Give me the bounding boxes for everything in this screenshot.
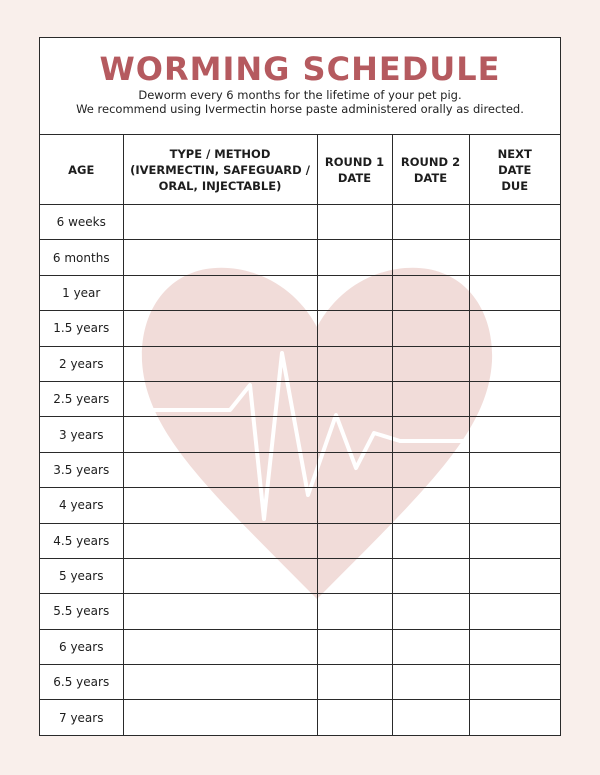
round-2-date-cell[interactable] — [392, 311, 469, 346]
type-method-cell[interactable] — [123, 240, 317, 275]
round-2-date-cell[interactable] — [392, 488, 469, 523]
round-2-date-cell[interactable] — [392, 346, 469, 381]
table-row — [40, 381, 560, 416]
round-2-date-cell[interactable] — [392, 629, 469, 664]
age-cell: 3 years — [40, 417, 123, 452]
round-2-date-cell[interactable] — [392, 558, 469, 593]
type-method-cell[interactable] — [123, 381, 317, 416]
age-cell: 3.5 years — [40, 452, 123, 487]
round-1-date-cell[interactable] — [317, 700, 392, 735]
age-cell: 2.5 years — [40, 381, 123, 416]
column-header-round-1-date: ROUND 1 DATE — [317, 135, 392, 205]
next-date-due-cell[interactable] — [469, 665, 560, 700]
next-date-due-cell[interactable] — [469, 523, 560, 558]
round-1-date-cell[interactable] — [317, 523, 392, 558]
next-date-due-cell[interactable] — [469, 417, 560, 452]
age-cell: 4 years — [40, 488, 123, 523]
round-2-date-cell[interactable] — [392, 665, 469, 700]
next-date-due-cell[interactable] — [469, 346, 560, 381]
next-date-due-cell[interactable] — [469, 629, 560, 664]
age-cell: 1.5 years — [40, 311, 123, 346]
table-row — [40, 523, 560, 558]
type-method-cell[interactable] — [123, 700, 317, 735]
subtitle-line-2: We recommend using Ivermectin horse paste administered orally as directed. — [76, 102, 524, 116]
table-row — [40, 488, 560, 523]
type-method-cell[interactable] — [123, 346, 317, 381]
round-1-date-cell[interactable] — [317, 381, 392, 416]
table-row — [40, 240, 560, 275]
next-date-due-cell[interactable] — [469, 558, 560, 593]
next-date-due-cell[interactable] — [469, 488, 560, 523]
schedule-grid — [40, 135, 560, 735]
next-date-due-cell[interactable] — [469, 594, 560, 629]
round-1-date-cell[interactable] — [317, 417, 392, 452]
type-method-cell[interactable] — [123, 488, 317, 523]
age-cell: 6.5 years — [40, 665, 123, 700]
table-row — [40, 311, 560, 346]
next-date-due-cell[interactable] — [469, 311, 560, 346]
age-cell: 7 years — [40, 700, 123, 735]
round-1-date-cell[interactable] — [317, 629, 392, 664]
table-row — [40, 275, 560, 310]
age-cell: 2 years — [40, 346, 123, 381]
worming-schedule-sheet — [39, 37, 561, 736]
next-date-due-cell[interactable] — [469, 381, 560, 416]
table-row — [40, 452, 560, 487]
round-2-date-cell[interactable] — [392, 700, 469, 735]
round-1-date-cell[interactable] — [317, 346, 392, 381]
round-1-date-cell[interactable] — [317, 311, 392, 346]
round-2-date-cell[interactable] — [392, 240, 469, 275]
round-1-date-cell[interactable] — [317, 240, 392, 275]
header — [40, 38, 560, 135]
table-row — [40, 594, 560, 629]
round-1-date-cell[interactable] — [317, 558, 392, 593]
round-2-date-cell[interactable] — [392, 275, 469, 310]
age-cell: 5.5 years — [40, 594, 123, 629]
type-method-cell[interactable] — [123, 558, 317, 593]
round-1-date-cell[interactable] — [317, 665, 392, 700]
round-2-date-cell[interactable] — [392, 594, 469, 629]
column-header-age: AGE — [40, 135, 123, 205]
age-cell: 4.5 years — [40, 523, 123, 558]
type-method-cell[interactable] — [123, 452, 317, 487]
round-2-date-cell[interactable] — [392, 417, 469, 452]
table-row — [40, 417, 560, 452]
column-header-next-date-due: NEXT DATE DUE — [469, 135, 560, 205]
round-2-date-cell[interactable] — [392, 523, 469, 558]
next-date-due-cell[interactable] — [469, 275, 560, 310]
round-1-date-cell[interactable] — [317, 594, 392, 629]
age-cell: 1 year — [40, 275, 123, 310]
age-cell: 6 years — [40, 629, 123, 664]
round-1-date-cell[interactable] — [317, 205, 392, 240]
column-header-type-method: TYPE / METHOD (IVERMECTIN, SAFEGUARD / ORAL, INJECTABLE) — [123, 135, 317, 205]
age-cell: 6 weeks — [40, 205, 123, 240]
type-method-cell[interactable] — [123, 205, 317, 240]
type-method-cell[interactable] — [123, 523, 317, 558]
table-row — [40, 205, 560, 240]
round-1-date-cell[interactable] — [317, 488, 392, 523]
round-1-date-cell[interactable] — [317, 275, 392, 310]
type-method-cell[interactable] — [123, 594, 317, 629]
next-date-due-cell[interactable] — [469, 205, 560, 240]
table-row — [40, 665, 560, 700]
type-method-cell[interactable] — [123, 629, 317, 664]
header-row — [40, 135, 560, 205]
round-2-date-cell[interactable] — [392, 452, 469, 487]
next-date-due-cell[interactable] — [469, 452, 560, 487]
round-2-date-cell[interactable] — [392, 381, 469, 416]
table-row — [40, 629, 560, 664]
round-1-date-cell[interactable] — [317, 452, 392, 487]
subtitle-line-1: Deworm every 6 months for the lifetime of your pet pig. — [138, 88, 462, 102]
table-row — [40, 346, 560, 381]
next-date-due-cell[interactable] — [469, 700, 560, 735]
age-cell: 6 months — [40, 240, 123, 275]
age-cell: 5 years — [40, 558, 123, 593]
round-2-date-cell[interactable] — [392, 205, 469, 240]
page-title: WORMING SCHEDULE — [99, 50, 501, 88]
table-row — [40, 558, 560, 593]
schedule-table — [40, 135, 560, 735]
column-header-round-2-date: ROUND 2 DATE — [392, 135, 469, 205]
type-method-cell[interactable] — [123, 311, 317, 346]
next-date-due-cell[interactable] — [469, 240, 560, 275]
type-method-cell[interactable] — [123, 275, 317, 310]
table-row — [40, 700, 560, 735]
type-method-cell[interactable] — [123, 665, 317, 700]
type-method-cell[interactable] — [123, 417, 317, 452]
